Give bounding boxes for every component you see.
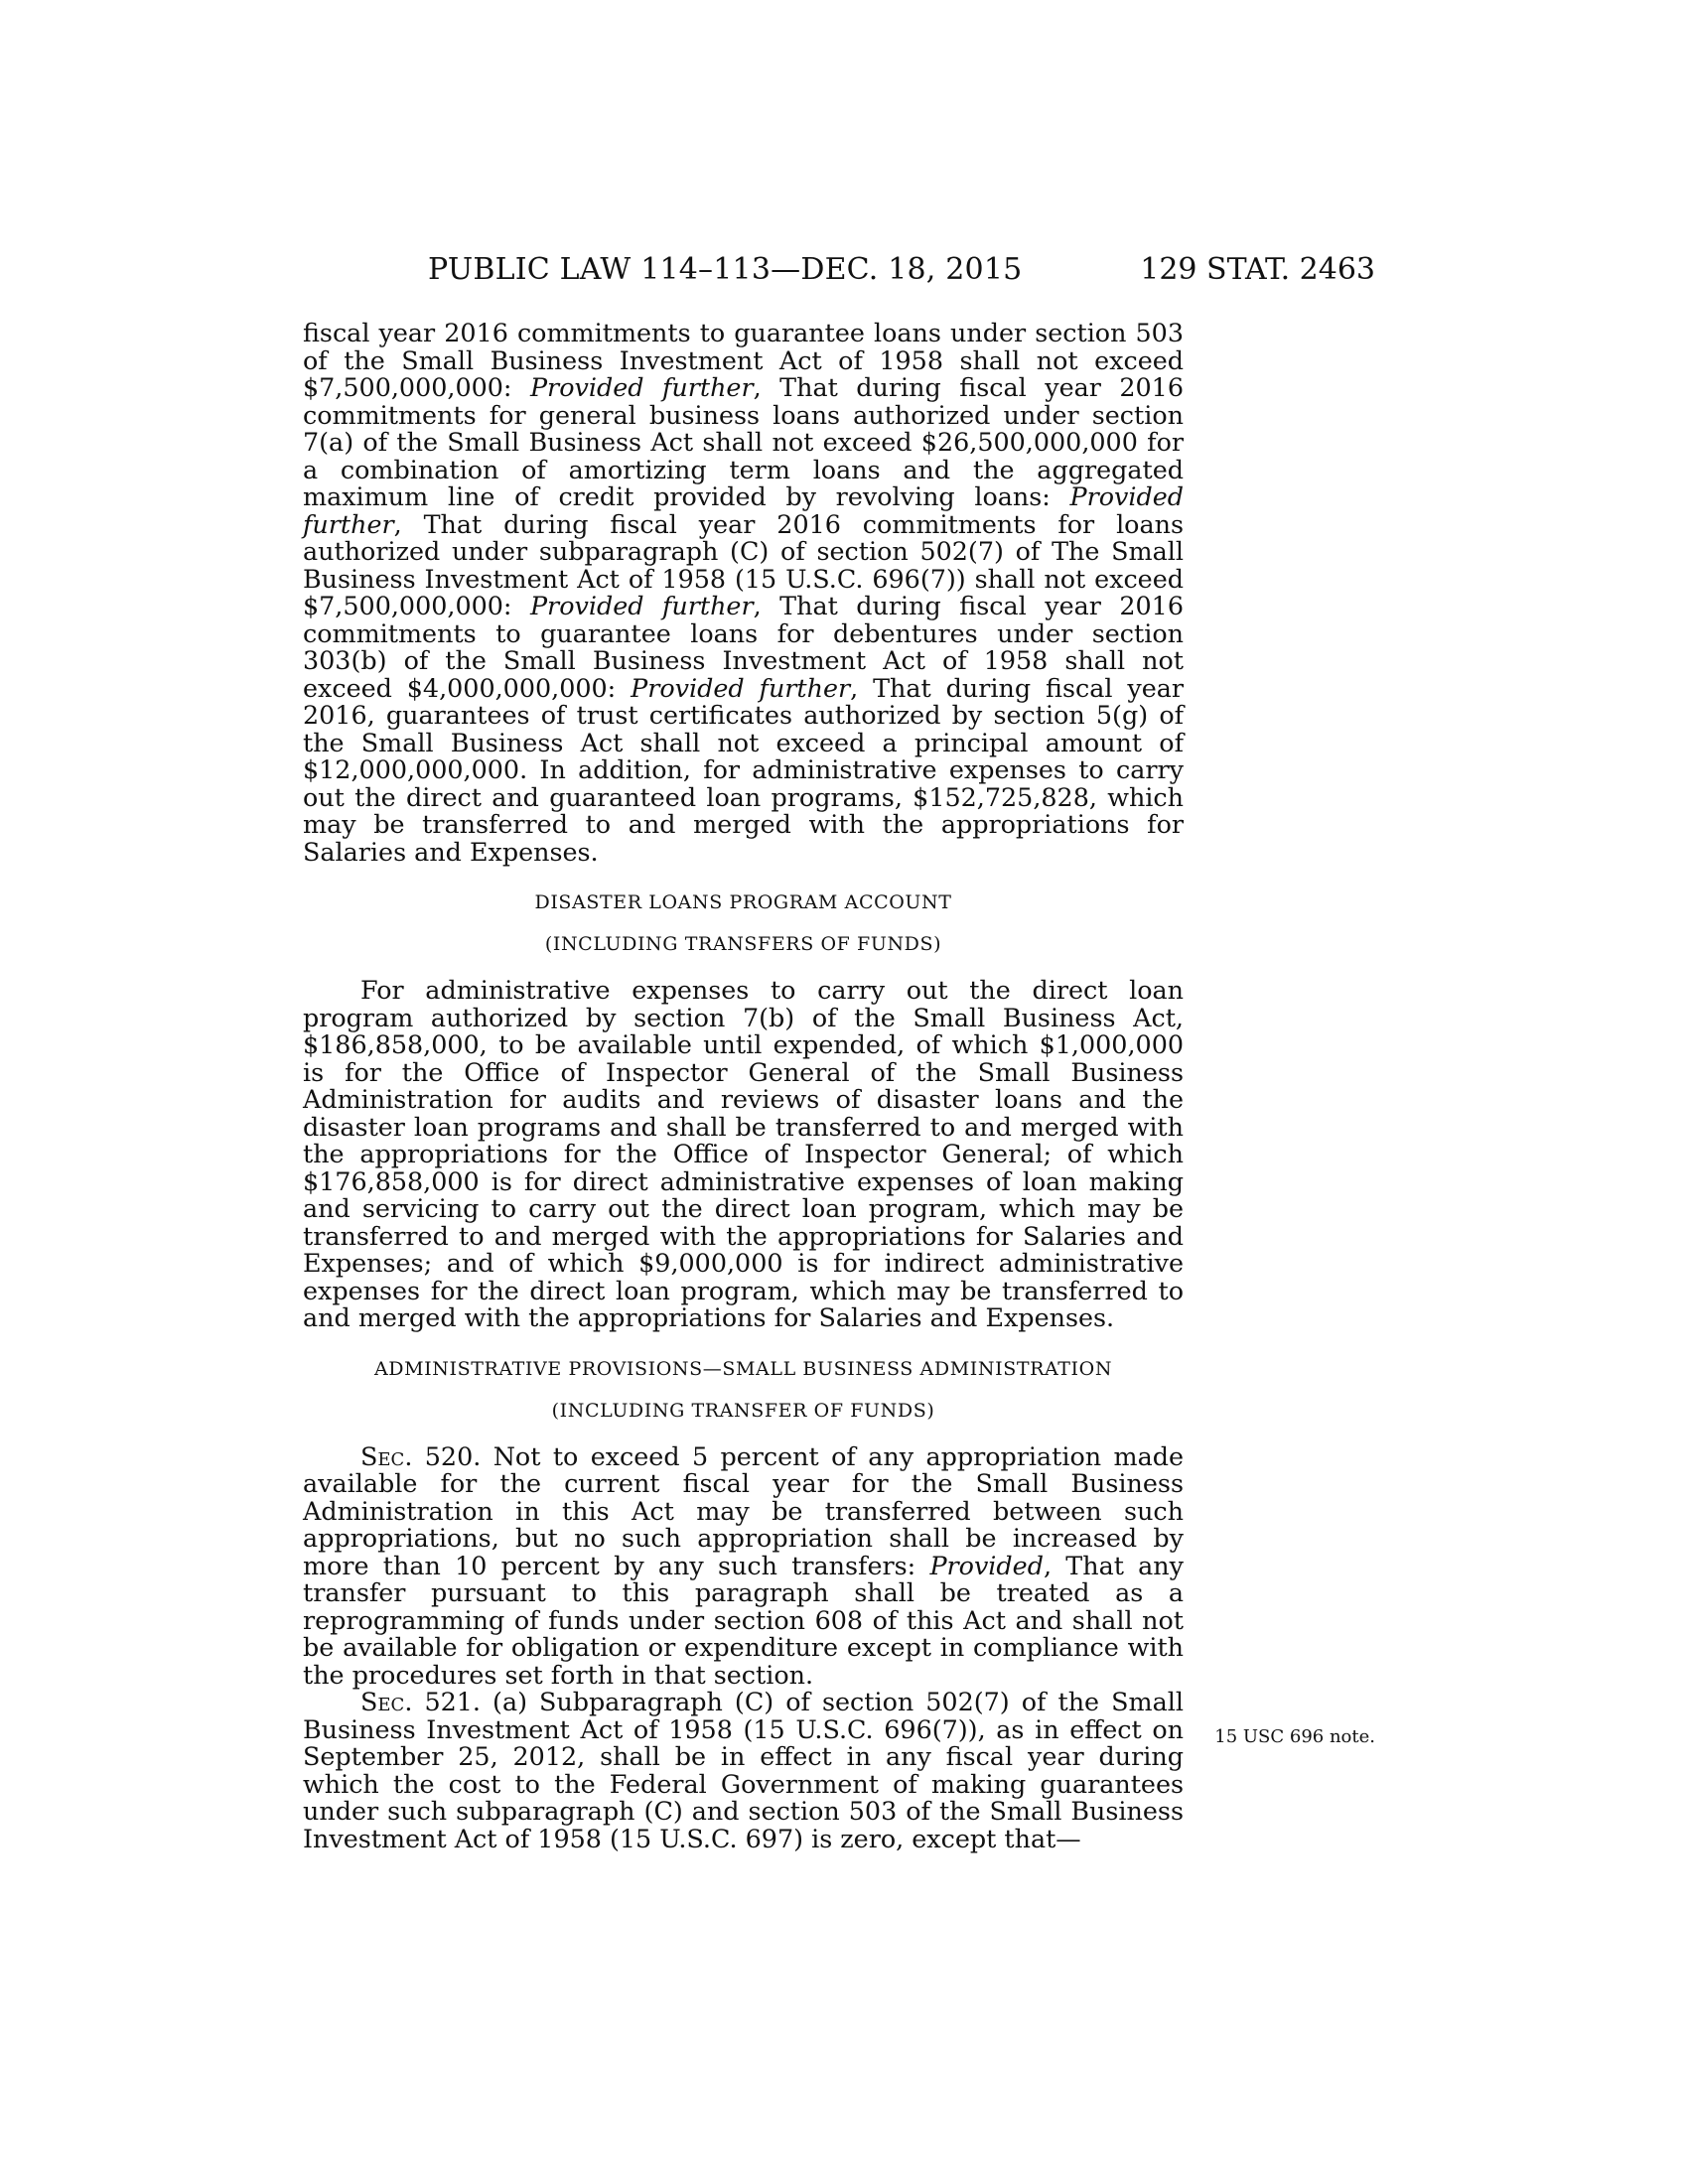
italic-proviso: Provided further bbox=[529, 591, 754, 620]
paragraph-loan-commitments bbox=[303, 320, 1184, 866]
paragraph-disaster-loans: For administrative expenses to carry out the direct loan program authorized by section 7(b) of the Small Business Act, $186,858,000, to be available until expended, of which $1,000,000 is for the Office of Inspector General of the Small Business Administration for audits and reviews of disaster loans and the disaster loan programs and shall be transferred to and merged with the appropriations for the Office of Inspector General; of which $176,858,000 is for direct administrative expenses of loan making and servicing to carry out the direct loan program, which may be transferred to and merged with the appropriations for Salaries and Expenses; and of which $9,000,000 is for indirect administrative expenses for the direct loan program, which may be transferred to and merged with the appropriations for Salaries and Expenses. bbox=[303, 975, 1184, 1332]
section-heading-admin-provisions: ADMINISTRATIVE PROVISIONS—SMALL BUSINESS ADMINISTRATION bbox=[373, 1357, 1113, 1380]
text-run: (a) Subparagraph (C) of section 502(7) of the Small Business Investment Act of 1958 (15 U.S.C. 696(7)), as in effect on September 25, 2012, shall be in effect in any fiscal year during which the cost to the Federal Government of making guarantees under such subparagraph (C) and section 503 of the Small Business Investment Act of 1958 (15 U.S.C. 697) is zero, except that— bbox=[303, 1687, 1184, 1853]
subheading-transfers: (INCLUDING TRANSFERS OF FUNDS) bbox=[544, 933, 942, 955]
section-number: . 521. bbox=[404, 1687, 493, 1716]
text-run: , That during fiscal year 2016, guarantees of trust certificates authorized by section 5(g) of the Small Business Act shall not exceed a principal amount of $12,000,000,000. In addition, for administrative expenses to carry out the direct and guaranteed loan programs, $152,725,828, which may be transferred to and merged with the appropriations for Salaries and Expenses. bbox=[303, 672, 1185, 867]
section-520 bbox=[303, 1440, 1185, 1690]
section-521 bbox=[303, 1689, 1184, 1852]
italic-proviso: Provided further bbox=[303, 481, 1184, 539]
section-label: Sec bbox=[360, 1687, 405, 1716]
italic-proviso: Provided further bbox=[529, 372, 754, 402]
margin-note-usc: 15 USC 696 note. bbox=[1214, 1726, 1375, 1747]
text-run: Not to exceed 5 percent of any appropriation made available for the current fiscal year for the Small Business Administration in this Act may be transferred between such appropriations, but no such appropriation shall be increased by more than 10 percent by any such transfers: bbox=[303, 1440, 1185, 1580]
statute-page-number: 129 STAT. 2463 bbox=[1140, 252, 1375, 287]
section-number: . 520. bbox=[404, 1440, 493, 1471]
italic-proviso: Provided further bbox=[631, 672, 851, 703]
text-run: , That during fiscal year 2016 commitments to guarantee loans for debentures under section 303(b) of the Small Business Investment Act of 1958 shall not exceed $4,000,000,000: bbox=[303, 591, 1184, 703]
text-run: fiscal year 2016 commitments to guarantee loans under section 503 of the Small Business Investment Act of 1958 shall not exceed $7,500,000,000: bbox=[303, 318, 1184, 402]
text-run: , That during fiscal year 2016 commitments for general business loans authorized under section 7(a) of the Small Business Act shall not exceed $26,500,000,000 for a combination of amortizing term loans and the aggregated maximum line of credit provided by revolving loans: bbox=[303, 372, 1184, 511]
main-text-column bbox=[303, 320, 1184, 1852]
text-run: , That any transfer pursuant to this paragraph shall be treated as a reprogramming of funds under section 608 of this Act and shall not be available for obligation or expenditure except in compliance with the procedures set forth in that section. bbox=[303, 1550, 1184, 1690]
law-title: PUBLIC LAW 114–113—DEC. 18, 2015 bbox=[428, 252, 1023, 287]
running-header bbox=[303, 250, 1375, 290]
section-label: Sec bbox=[360, 1440, 405, 1471]
section-heading-disaster-loans: DISASTER LOANS PROGRAM ACCOUNT bbox=[534, 891, 952, 913]
subheading-transfer: (INCLUDING TRANSFER OF FUNDS) bbox=[551, 1399, 935, 1422]
text-run: , That during fiscal year 2016 commitments for loans authorized under subparagraph (C) of section 502(7) of The Small Business Investment Act of 1958 (15 U.S.C. 696(7)) shall not exceed $7,500,000,000: bbox=[303, 508, 1184, 620]
italic-proviso: Provided bbox=[929, 1550, 1044, 1580]
